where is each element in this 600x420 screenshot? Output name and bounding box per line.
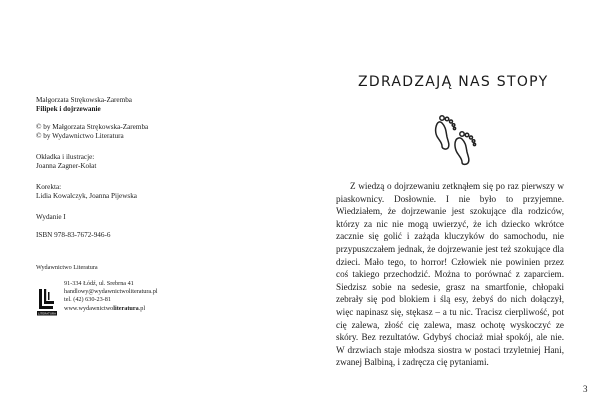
copyright-publisher: © by Wydawnictwo Literatura <box>36 132 124 140</box>
proofreading-label: Korekta: <box>36 183 62 191</box>
publisher-address <box>64 280 158 313</box>
edition: Wydanie I <box>36 213 66 221</box>
book-title: Filipek i dojrzewanie <box>36 105 101 113</box>
imprint-block <box>36 96 286 240</box>
chapter-body <box>336 180 564 369</box>
chapter-page <box>300 0 600 420</box>
chapter-title: ZDRADZAJĄ NAS STOPY <box>358 74 549 90</box>
publisher-block <box>36 280 286 320</box>
publisher-logo-icon <box>36 286 58 316</box>
cover-label: Okładka i ilustracje: <box>36 153 95 161</box>
proofreading-names: Lidia Kowalczyk, Joanna Pijewska <box>36 192 137 200</box>
website[interactable]: www.wydawnictwoliteratura.pl <box>64 304 146 312</box>
copyright-author: © by Małgorzata Strękowska-Zaremba <box>36 123 149 131</box>
author-name: Małgorzata Strękowska-Zaremba <box>36 96 132 104</box>
page-number: 3 <box>583 384 588 394</box>
chapter-paragraph: Z wiedzą o dojrzewaniu zetknąłem się po raz pierwszy w piaskownicy. Dosłownie. I nie było to przyjemne. Wiedziałem, że dojrzewanie jest szokujące dla rodziców, którzy za nic nie mogą uwierzyć, że ich dziecko wkrótce zacznie się golić i zażąda kluczyków do samochodu, nie przypuszczałem jednak, że dojrzewanie jest też szokujące dla dzieci. Mało tego, to horror! Człowiek nie powinien przez coś takiego przechodzić. Można to porównać z zaparciem. Siedzisz sobie na sedesie, grasz na smartfonie, chłopaki zebrały się pod blokiem i ślą esy, żebyś do nich dołączył, więc napinasz się, stękasz – a tu nic. Tracisz cierpliwość, pot cię zalewa, złość cię zalewa, masz ochotę wyskoczyć ze skóry. Bez rezultatów. Gdybyś chociaż miał spokój, ale nie. W drzwiach staje młodsza siostra w postaci trzyletniej Hani, zwanej Balbiną, i zadręcza cię pytaniami. <box>336 181 564 368</box>
publisher-logo-text: LITERATURA <box>37 311 57 316</box>
cover-name: Joanna Zagner-Kołat <box>36 162 97 170</box>
isbn: ISBN 978-83-7672-946-6 <box>36 231 111 239</box>
phone: tel. (42) 630-23-81 <box>64 296 111 304</box>
footprints-icon <box>428 112 478 166</box>
email[interactable]: handlowy@wydawnictwoliteratura.pl <box>64 288 158 296</box>
address: 91-334 Łódź, ul. Srebrna 41 <box>64 280 134 287</box>
publisher-label: Wydawnictwo Literatura <box>36 264 98 271</box>
